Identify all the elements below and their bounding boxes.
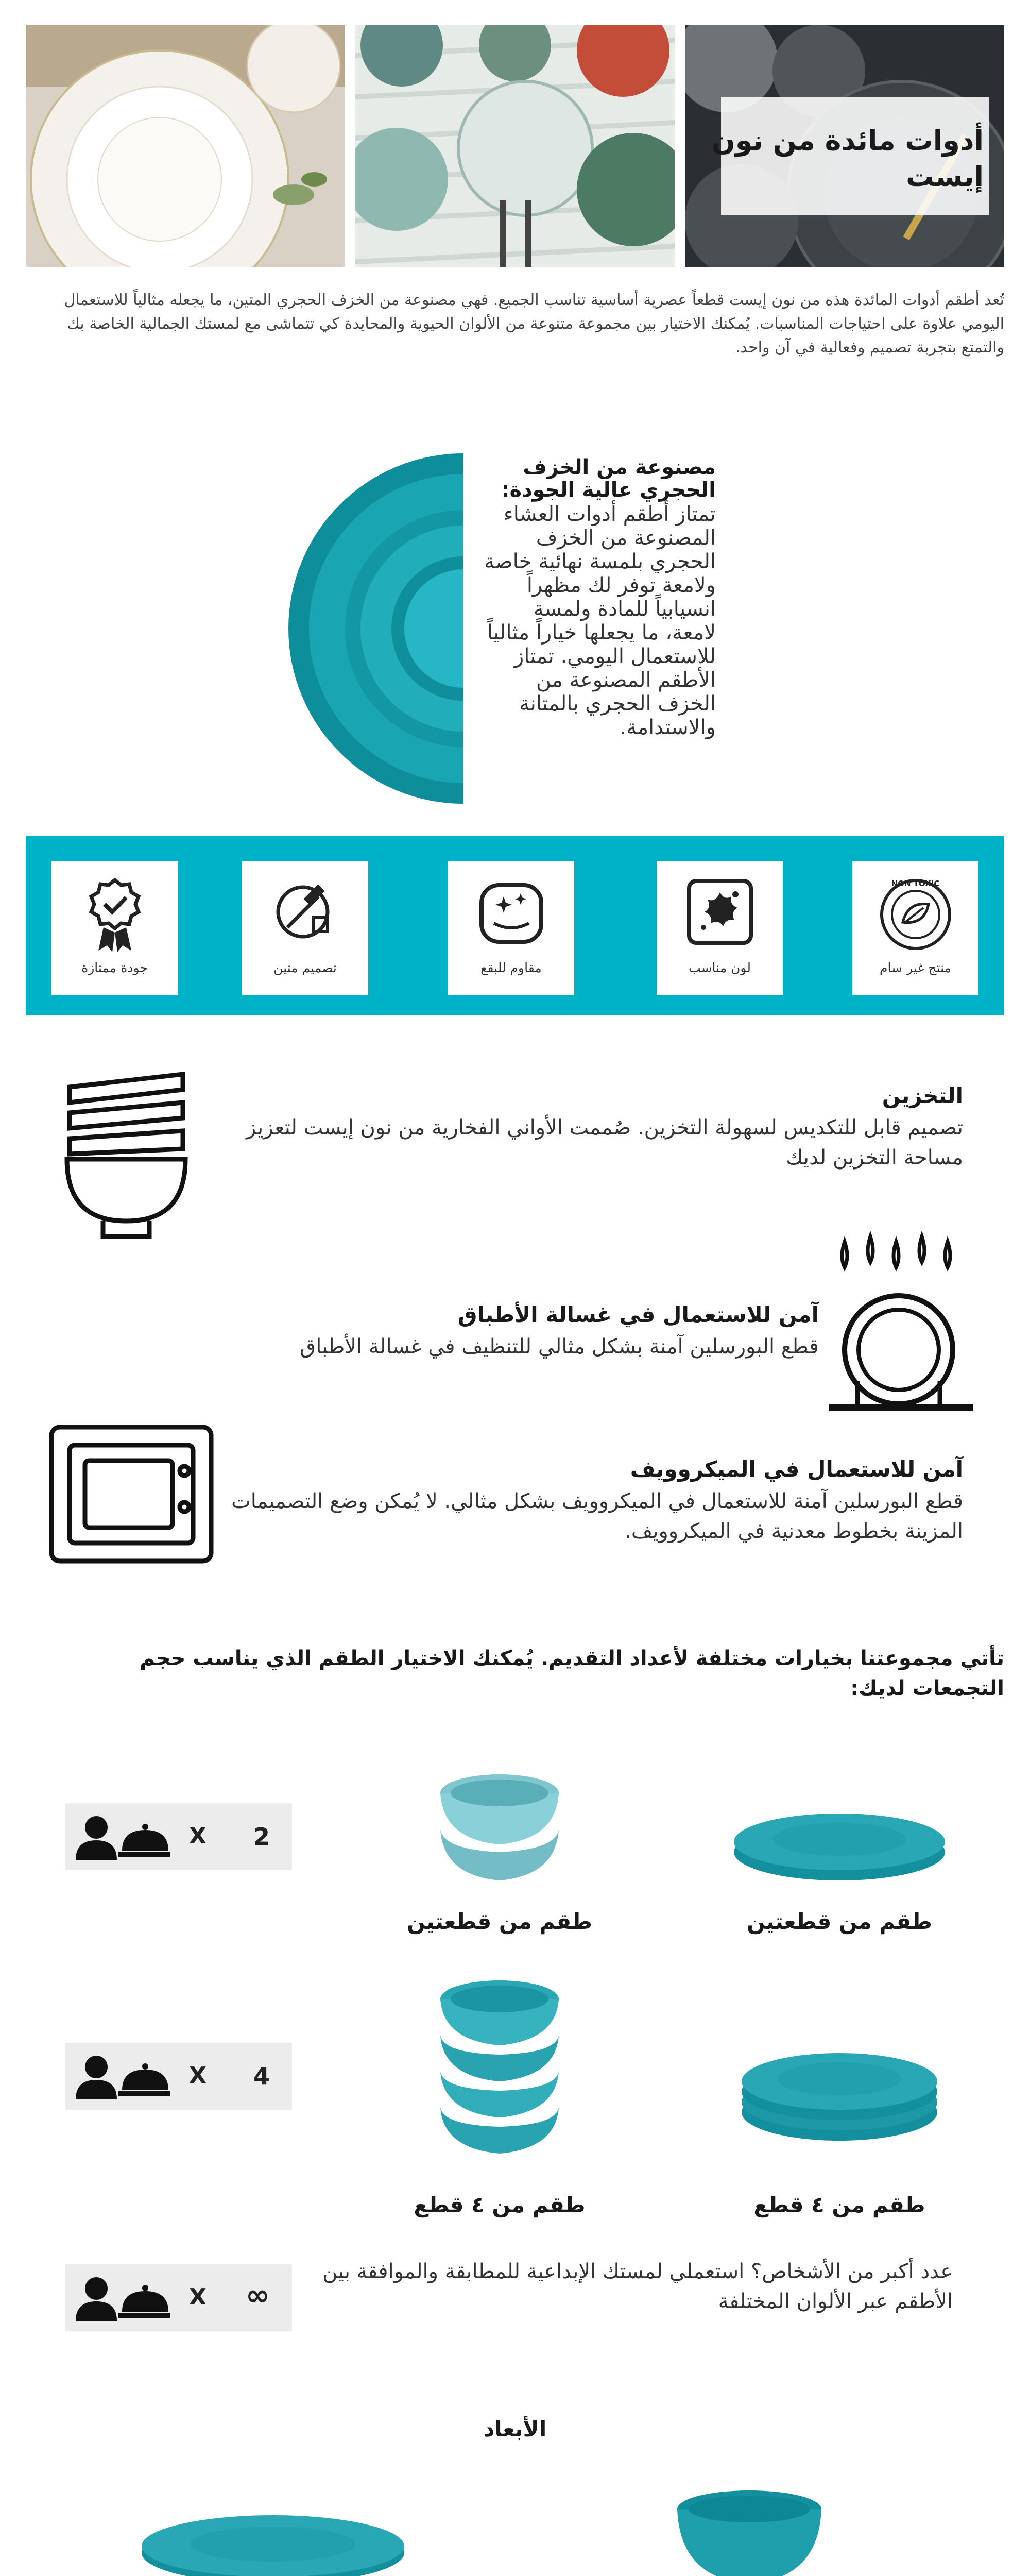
microwave-text: قطع البورسلين آمنة للاستعمال في الميكروويف بشكل مثالي. لا يُمكن وضع التصميمات المزينة بخطوط معدنية في الميكروويف. xyxy=(231,1489,963,1543)
feature-non-toxic-label: منتج غير سام xyxy=(880,960,951,975)
quality-text: تمتاز أطقم أدوات العشاء المصنوعة من الخزف الحجري بلمسة نهائية خاصة ولامعة توفر لك مظهراً انسيابياً للمادة ولمسة لامعة، ما يجعلها خياراً مثالياً للاستعمال اليومي. تمتاز الأطقم المصنوعة من الخزف الحجري بالمتانة والاستدامة. xyxy=(484,502,716,739)
serving-count-2 xyxy=(65,1803,292,1870)
count-x-symbol: X xyxy=(189,1823,207,1849)
non-toxic-badge-text: NON TOXIC xyxy=(891,879,940,888)
more-people-text: عدد أكبر من الأشخاص؟ استعملي لمستك الإبداعية للمطابقة والموافقة بين الأطقم عبر الألوان المختلفة xyxy=(322,2260,953,2313)
durable-design-icon xyxy=(272,876,339,948)
intro-paragraph: تُعد أطقم أدوات المائدة هذه من نون إيست قطعاً عصرية أساسية تناسب الجميع. فهي مصنوعة من الخزف الحجري المتين، ما يجعله مثالياً للاستعمال اليومي علاوة على احتياجات المناسبات. يُمكنك الاختيار بين مجموعة متنوعة من الألوان الحيوية والمحايدة كي تتماشى مع لمستك الجمالية الخاصة بك والتمتع بتجربة تصميم وفعالية في آن واحد. xyxy=(64,291,1004,357)
count-value: 4 xyxy=(253,2062,270,2090)
quality-title: مصنوعة من الخزف الحجري عالية الجودة: xyxy=(501,455,716,502)
feature-durable-label: تصميم متين xyxy=(273,960,337,975)
teal-plate-set-image xyxy=(227,443,464,814)
storage-text: تصميم قابل للتكديس لسهولة التخزين. صُممت الأواني الفخارية من نون إيست لتعزيز مساحة التخزين لديك xyxy=(246,1116,963,1170)
feature-non-toxic xyxy=(852,861,978,995)
storage-title: التخزين xyxy=(882,1083,963,1108)
dimension-plate-image xyxy=(139,2509,407,2576)
hero-banner xyxy=(26,25,1004,267)
hero-title: أدوات مائدة من نون إيست xyxy=(711,124,984,193)
person-serving-icon xyxy=(73,2276,171,2322)
two-bowls-image xyxy=(438,1772,561,1896)
stacked-bowls-icon xyxy=(62,1066,191,1242)
dishwasher-icon xyxy=(829,1226,973,1422)
four-bowls-image xyxy=(438,1978,561,2174)
microwave-icon xyxy=(46,1422,216,1566)
count-value-infinity: ∞ xyxy=(246,2279,270,2312)
feature-color xyxy=(657,861,783,995)
feature-color-label: لون مناسب xyxy=(689,960,751,975)
serving-count-4 xyxy=(65,2043,292,2110)
quality-badge-icon xyxy=(84,876,146,953)
plates-4-set-label: طقم من ٤ قطع xyxy=(753,2192,925,2217)
person-serving-icon xyxy=(73,1815,171,1861)
four-plates-image xyxy=(736,2035,942,2148)
feature-stain xyxy=(448,861,574,995)
count-value: 2 xyxy=(253,1823,270,1851)
count-x-symbol: X xyxy=(189,2284,207,2310)
dimension-bowl-image xyxy=(675,2488,824,2576)
feature-stain-label: مقاوم للبقع xyxy=(480,960,542,975)
bowls-2-set-label: طقم من قطعتين xyxy=(407,1909,592,1934)
dishwasher-text: قطع البورسلين آمنة بشكل مثالي للتنظيف في غسالة الأطباق xyxy=(300,1335,819,1359)
plates-2-set-label: طقم من قطعتين xyxy=(747,1909,932,1934)
dimensions-title: الأبعاد xyxy=(483,2416,547,2442)
hero-image-white-plates xyxy=(26,25,345,267)
feature-durable xyxy=(242,861,368,995)
feature-quality xyxy=(52,861,178,995)
sets-intro: تأتي مجموعتنا بخيارات مختلفة لأعداد التقديم. يُمكنك الاختيار الطقم الذي يناسب حجم التجمعات لديك: xyxy=(140,1647,1004,1700)
two-plates-image xyxy=(731,1803,948,1886)
hero-image-green-bowls xyxy=(355,25,675,267)
features-bar xyxy=(26,836,1004,1015)
stain-resistant-icon xyxy=(475,876,547,948)
microwave-title: آمن للاستعمال في الميكروويف xyxy=(630,1456,963,1482)
bowls-4-set-label: طقم من ٤ قطع xyxy=(414,2192,586,2217)
feature-quality-label: جودة ممتازة xyxy=(81,960,148,975)
dishwasher-title: آمن للاستعمال في غسالة الأطباق xyxy=(458,1302,819,1327)
serving-count-more xyxy=(65,2264,292,2331)
count-x-symbol: X xyxy=(189,2062,207,2089)
person-serving-icon xyxy=(73,2054,171,2100)
color-splash-icon xyxy=(684,876,756,948)
